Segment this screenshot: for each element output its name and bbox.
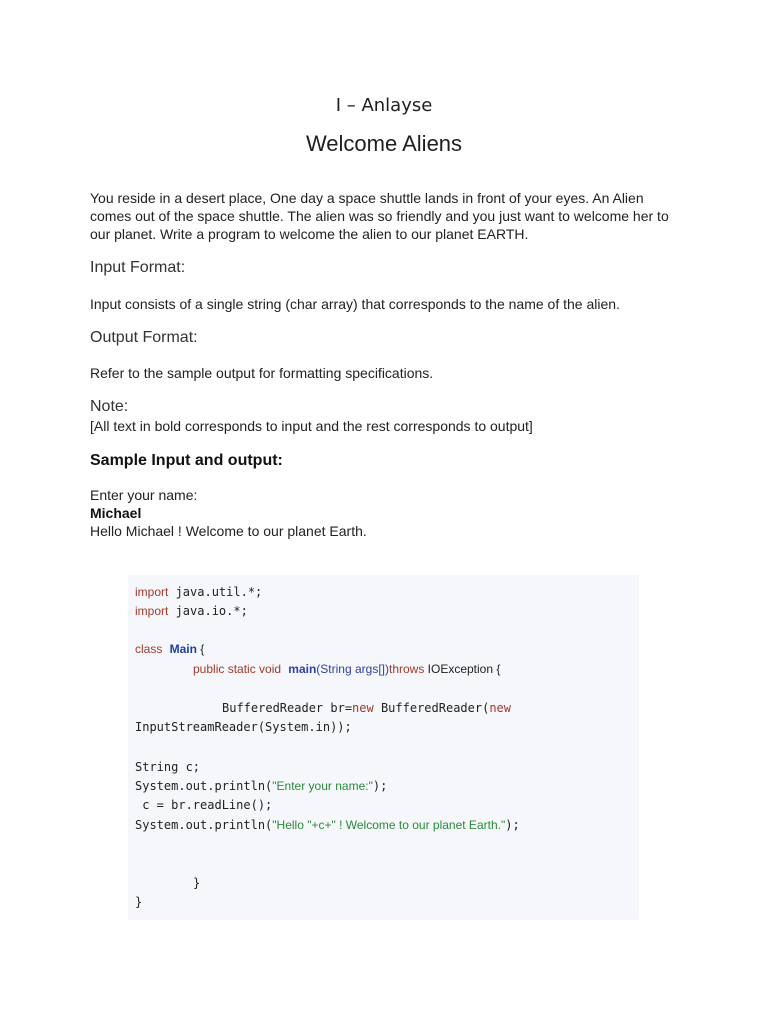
sample-input: Michael <box>90 505 142 521</box>
code-line: public static void main(String args[])throws IOException { <box>193 662 501 676</box>
code-line: } <box>135 895 143 909</box>
code-line: System.out.println("Enter your name:"); <box>135 779 388 793</box>
input-format-text: Input consists of a single string (char array) that corresponds to the name of the alien. <box>90 296 620 312</box>
code-line: BufferedReader br=new BufferedReader(new <box>222 701 512 715</box>
code-line: c = br.readLine(); <box>135 798 273 812</box>
code-line: } <box>193 876 201 890</box>
code-line: class Main { <box>135 642 205 656</box>
sample-prompt: Enter your name: <box>90 487 198 503</box>
input-format-label: Input Format: <box>90 259 186 276</box>
problem-description: You reside in a desert place, One day a space shuttle lands in front of your eyes. An Alien comes out of the space shuttle. The alien was so friendly and you just want to welcome her to our planet. Write a program to welcome the alien to our planet EARTH. <box>90 190 669 242</box>
code-line: InputStreamReader(System.in)); <box>135 720 352 734</box>
output-format-text: Refer to the sample output for formatting specifications. <box>90 365 434 381</box>
code-line: System.out.println("Hello "+c+" ! Welcome to our planet Earth."); <box>135 818 520 832</box>
sample-heading: Sample Input and output: <box>90 452 283 469</box>
note-label: Note: <box>90 398 129 415</box>
code-line: import java.io.*; <box>135 604 248 618</box>
problem-title: Welcome Aliens <box>305 131 463 156</box>
code-line: import java.util.*; <box>135 585 263 599</box>
note-text: [All text in bold corresponds to input and the rest corresponds to output] <box>90 418 533 434</box>
code-line: String c; <box>135 760 201 774</box>
output-format-label: Output Format: <box>90 329 198 346</box>
sample-output: Hello Michael ! Welcome to our planet Earth. <box>90 523 367 539</box>
code-block <box>128 575 639 920</box>
section-heading: I – Anlayse <box>335 95 433 116</box>
